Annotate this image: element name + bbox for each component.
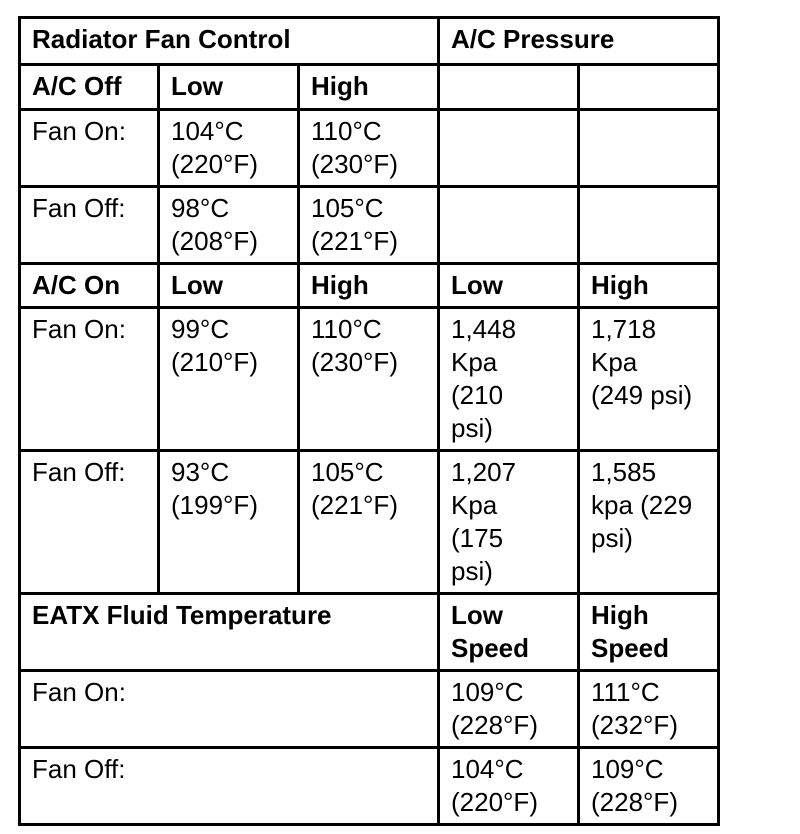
title-row: [20, 18, 719, 65]
radiator-fan-control-heading: Radiator Fan Control: [20, 18, 439, 65]
fan-control-spec-table: [18, 16, 720, 826]
pressure-value: 1,448 Kpa (210 psi): [439, 308, 579, 451]
empty-cell: [579, 187, 719, 264]
empty-cell: [439, 65, 579, 110]
row-label: Fan On:: [20, 308, 159, 451]
row-label: Fan On:: [20, 671, 439, 748]
row-label: Fan Off:: [20, 451, 159, 594]
row-label: Fan Off:: [20, 187, 159, 264]
temperature-value: 109°C (228°F): [439, 671, 579, 748]
empty-cell: [579, 65, 719, 110]
pressure-value: 1,585 kpa (229 psi): [579, 451, 719, 594]
pressure-high-heading: High: [579, 264, 719, 308]
table-row: [20, 451, 719, 594]
ac-off-high-heading: High: [299, 65, 439, 110]
pressure-value: 1,207 Kpa (175 psi): [439, 451, 579, 594]
temperature-value: 98°C (208°F): [159, 187, 299, 264]
ac-on-low-heading: Low: [159, 264, 299, 308]
table-row: [20, 110, 719, 187]
temperature-value: 99°C (210°F): [159, 308, 299, 451]
ac-on-high-heading: High: [299, 264, 439, 308]
empty-cell: [579, 110, 719, 187]
pressure-value: 1,718 Kpa (249 psi): [579, 308, 719, 451]
table-row: [20, 671, 719, 748]
temperature-value: 105°C (221°F): [299, 187, 439, 264]
temperature-value: 110°C (230°F): [299, 308, 439, 451]
ac-on-label: A/C On: [20, 264, 159, 308]
empty-cell: [439, 110, 579, 187]
temperature-value: 93°C (199°F): [159, 451, 299, 594]
pressure-low-heading: Low: [439, 264, 579, 308]
ac-off-low-heading: Low: [159, 65, 299, 110]
row-label: Fan Off:: [20, 748, 439, 825]
table-row: [20, 308, 719, 451]
ac-off-header-row: [20, 65, 719, 110]
row-label: Fan On:: [20, 110, 159, 187]
table-row: [20, 187, 719, 264]
ac-pressure-heading: A/C Pressure: [439, 18, 719, 65]
temperature-value: 110°C (230°F): [299, 110, 439, 187]
temperature-value: 105°C (221°F): [299, 451, 439, 594]
eatx-fluid-temperature-heading: EATX Fluid Temperature: [20, 594, 439, 671]
temperature-value: 111°C (232°F): [579, 671, 719, 748]
eatx-header-row: [20, 594, 719, 671]
temperature-value: 109°C (228°F): [579, 748, 719, 825]
empty-cell: [439, 187, 579, 264]
temperature-value: 104°C (220°F): [159, 110, 299, 187]
ac-off-label: A/C Off: [20, 65, 159, 110]
ac-on-header-row: [20, 264, 719, 308]
high-speed-heading: High Speed: [579, 594, 719, 671]
low-speed-heading: Low Speed: [439, 594, 579, 671]
temperature-value: 104°C (220°F): [439, 748, 579, 825]
table-row: [20, 748, 719, 825]
